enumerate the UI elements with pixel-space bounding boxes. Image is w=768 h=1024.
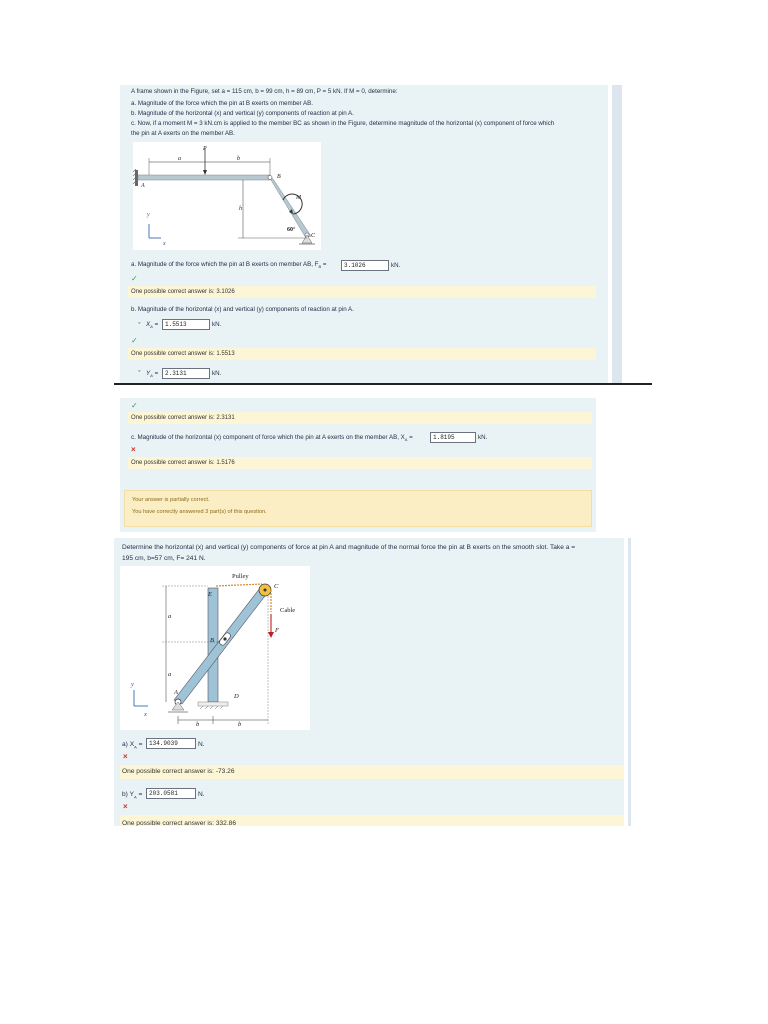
q1-answer-c-unit: kN. xyxy=(478,434,488,441)
fig1-label-A: A xyxy=(141,183,145,189)
incorrect-cross-icon: × xyxy=(123,802,128,811)
fig1-label-C: C xyxy=(311,233,316,239)
q1-answer-a-prompt: a. Magnitude of the force which the pin at B exerts on member AB, $F_B$ = xyxy=(131,261,327,270)
q2-ya-input[interactable]: 203.0581 xyxy=(146,788,196,799)
partial-correct-line2: You have correctly answered 3 part(s) of this question. xyxy=(132,509,267,515)
q2-xa-input[interactable]: 134.9039 xyxy=(146,738,196,749)
correct-check-icon: ✓ xyxy=(131,336,138,345)
frame-diagram xyxy=(133,142,321,250)
fig2-label-cable: Cable xyxy=(280,607,296,614)
fig1-label-x: x xyxy=(163,241,166,247)
fig2-label-x: x xyxy=(144,711,147,718)
frame-figure xyxy=(133,142,321,250)
pulley-figure xyxy=(120,566,310,730)
q2-ya-label: b) $Y_A$ = xyxy=(122,791,143,800)
q2-intro-line2: 195 cm, b=57 cm, F= 241 N. xyxy=(122,555,206,562)
fig2-label-a1: a xyxy=(168,613,172,620)
q1-answer-c-prompt: c. Magnitude of the horizontal (x) component of force which the pin at A exerts on the member AB, $X_A$ = xyxy=(131,434,413,443)
fig2-label-a2: a xyxy=(168,671,172,678)
q2-ya-feedback-text: One possible correct answer is: 332.86 xyxy=(122,820,236,826)
q1-answer-c-feedback-text: One possible correct answer is: 1.5176 xyxy=(131,460,235,466)
fig2-label-pulley: Pulley xyxy=(232,573,249,580)
fig1-label-angle: 60° xyxy=(287,227,296,233)
bullet-icon: ◦ xyxy=(138,320,141,327)
q1-xa-feedback-text: One possible correct answer is: 1.5513 xyxy=(131,351,235,357)
fig2-label-b2: b xyxy=(238,721,242,728)
right-sidebar xyxy=(612,85,622,385)
q1-part-c-line2: the pin at A exerts on the member AB. xyxy=(131,130,235,137)
fig1-label-b: b xyxy=(237,156,240,162)
q1-part-a: a. Magnitude of the force which the pin at B exerts on member AB. xyxy=(131,100,313,107)
fig2-label-B: B xyxy=(210,637,214,644)
q2-ya-feedback xyxy=(120,815,624,826)
q2-xa-unit: N. xyxy=(198,741,205,748)
q1-ya-feedback-text: One possible correct answer is: 2.3131 xyxy=(131,415,235,421)
q2-intro-line1: Determine the horizontal (x) and vertical (y) components of force at pin A and magnitude of the normal force the pin at B exerts on the smooth slot. Take a = xyxy=(122,544,576,551)
fig2-label-F: F xyxy=(275,627,279,634)
fig1-label-h: h xyxy=(239,206,242,212)
q1-ya-label: $Y_A$ = xyxy=(146,370,159,379)
q1-ya-unit: kN. xyxy=(212,370,222,377)
fig1-label-y: y xyxy=(147,212,150,218)
q1-answer-a-feedback-text: One possible correct answer is: 3.1026 xyxy=(131,289,235,295)
q2-xa-label: a) $X_A$ = xyxy=(122,741,143,750)
q1-intro: A frame shown in the Figure, set a = 115 cm, b = 99 cm, h = 89 cm, P = 5 kN. If M = 0, determine: xyxy=(131,88,398,95)
fig2-label-A: A xyxy=(174,689,178,696)
fig2-label-b1: b xyxy=(196,721,200,728)
fig1-label-a: a xyxy=(178,156,181,162)
fig1-label-M: M xyxy=(296,195,301,201)
partial-correct-line1: Your answer is partially correct. xyxy=(132,497,210,503)
q1-answer-c-input[interactable]: 1.8195 xyxy=(430,432,476,443)
fig2-label-E: E xyxy=(208,591,212,598)
fig2-label-C: C xyxy=(274,583,279,590)
bullet-icon: ◦ xyxy=(138,368,141,375)
incorrect-cross-icon: × xyxy=(123,752,128,761)
fig2-label-D: D xyxy=(234,693,239,700)
q1-answer-a-unit: kN. xyxy=(391,262,401,269)
q1-xa-unit: kN. xyxy=(212,321,222,328)
q1-ya-input[interactable]: 2.3131 xyxy=(162,368,210,379)
right-sidebar-2 xyxy=(628,538,631,826)
pulley-diagram xyxy=(120,566,310,730)
fig1-label-P: P xyxy=(203,146,207,152)
q1-answer-a-input[interactable]: 3.1026 xyxy=(341,260,389,271)
q2-ya-unit: N. xyxy=(198,791,205,798)
incorrect-cross-icon: × xyxy=(131,445,136,454)
q1-xa-input[interactable]: 1.5513 xyxy=(162,319,210,330)
correct-check-icon: ✓ xyxy=(131,401,138,410)
q1-answer-b-prompt: b. Magnitude of the horizontal (x) and vertical (y) components of reaction at pin A. xyxy=(131,306,354,313)
q1-part-b: b. Magnitude of the horizontal (x) and vertical (y) components of reaction at pin A. xyxy=(131,110,354,117)
q2-xa-feedback-text: One possible correct answer is: -73.26 xyxy=(122,768,235,775)
q1-part-c-line1: c. Now, if a moment M = 3 kN.cm is applied to the member BC as shown in the Figure, determine magnitude of the horizontal (x) component of force which xyxy=(131,120,555,127)
correct-check-icon: ✓ xyxy=(131,274,138,283)
page-divider xyxy=(114,383,652,385)
fig2-label-y: y xyxy=(131,681,134,688)
fig1-label-B: B xyxy=(277,174,281,180)
q1-xa-label: $X_A$ = xyxy=(146,321,159,330)
